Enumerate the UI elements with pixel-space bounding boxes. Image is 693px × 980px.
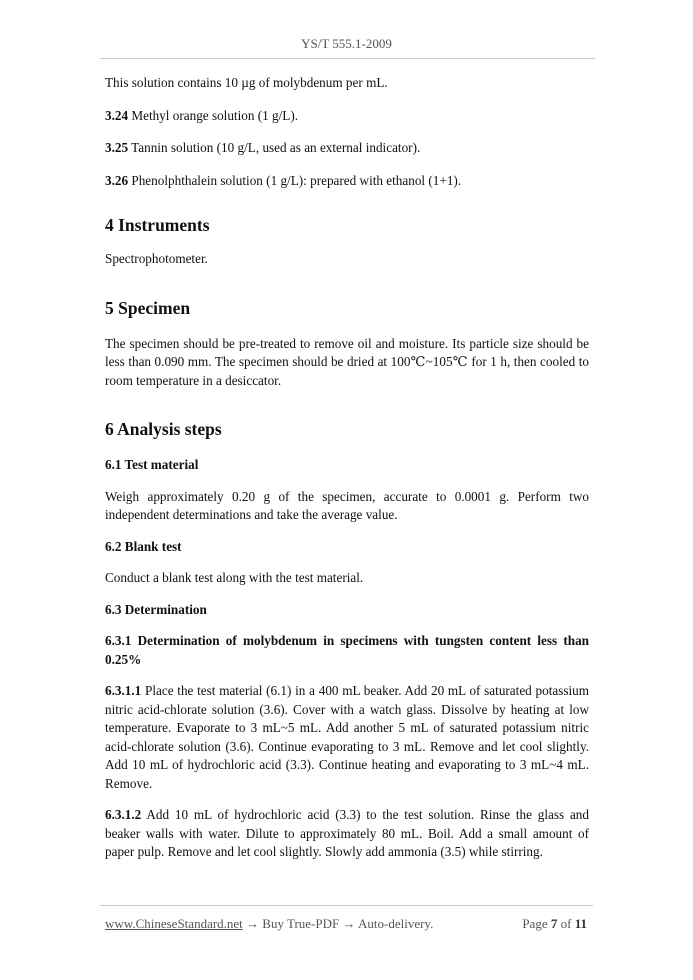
footer-promo-text: → Buy True-PDF → Auto-delivery.: [242, 916, 434, 931]
clause-number: 3.24: [105, 107, 129, 123]
page-number: [522, 916, 587, 932]
footer-promo: [105, 916, 433, 932]
clause-number: 6.3.1.2: [105, 807, 142, 822]
of-label: of: [557, 916, 575, 931]
page-footer: [105, 916, 587, 932]
current-page: 7: [550, 916, 558, 931]
reagent-3-26: [105, 172, 589, 191]
clause-text: Phenolphthalein solution (1 g/L): prepared with ethanol (1+1).: [128, 172, 462, 188]
document-id-header: YS/T 555.1-2009: [301, 36, 392, 51]
section-4-body: Spectrophotometer.: [105, 251, 208, 266]
section-5-title: 5 Specimen: [105, 297, 191, 318]
chinese-standard-link[interactable]: www.ChineseStandard.net: [105, 916, 243, 931]
reagent-3-25: [105, 139, 589, 158]
page-label: Page: [522, 916, 551, 931]
section-6-2-body: Conduct a blank test along with the test material.: [105, 570, 364, 585]
header-divider: [100, 58, 595, 59]
section-6-1-title: 6.1 Test material: [105, 457, 199, 472]
intro-paragraph: This solution contains 10 µg of molybdenum per mL.: [105, 75, 388, 90]
section-6-title: 6 Analysis steps: [105, 419, 222, 439]
section-6-1-body: Weigh approximately 0.20 g of the specimen, accurate to 0.0001 g. Perform two independent determinations and take the average value.: [105, 488, 589, 522]
clause-text: Add 10 mL of hydrochloric acid (3.3) to the test solution. Rinse the glass and beaker walls with water. Dilute to approximately 80 mL. Boil. Add a small amount of paper pulp. Remove and let cool slightly. Slowly add ammonia (3.5) while stirring.: [105, 807, 589, 859]
reagent-3-24: [105, 107, 589, 126]
page-body: [105, 74, 589, 862]
total-pages: 11: [574, 916, 587, 931]
clause-number: 3.26: [105, 172, 129, 188]
clause-6-3-1-1: [105, 682, 589, 793]
section-6-3-title: 6.3 Determination: [105, 601, 207, 617]
clause-number: 3.25: [105, 140, 129, 155]
section-6-2-title: 6.2 Blank test: [105, 538, 182, 554]
section-5-body: The specimen should be pre-treated to remove oil and moisture. Its particle size should be less than 0.090 mm. The specimen should be dried at 100℃~105℃ for 1 h, then cooled to room temperature in a desiccator.: [105, 335, 589, 388]
clause-number: 6.3.1.1: [105, 683, 142, 698]
clause-6-3-1-2: [105, 806, 589, 862]
clause-text: Tannin solution (10 g/L, used as an external indicator).: [128, 140, 421, 155]
section-4-title: 4 Instruments: [105, 215, 210, 235]
section-6-3-1-title: 6.3.1 Determination of molybdenum in specimens with tungsten content less than 0.25%: [105, 633, 589, 667]
footer-divider: [100, 905, 593, 906]
clause-text: Place the test material (6.1) in a 400 mL beaker. Add 20 mL of saturated potassium nitric acid-chlorate solution (3.6). Cover with a watch glass. Dissolve by heating at low temperature. Evaporate to 3 mL~5 mL. Add another 5 mL of saturated potassium nitric acid-chlorate solution (3.6). Continue evaporating to 3 mL. Remove and let cool slightly. Add 10 mL of hydrochloric acid (3.3). Continue heating and evaporating to 3 mL~4 mL. Remove.: [105, 683, 589, 791]
clause-text: Methyl orange solution (1 g/L).: [128, 107, 299, 123]
